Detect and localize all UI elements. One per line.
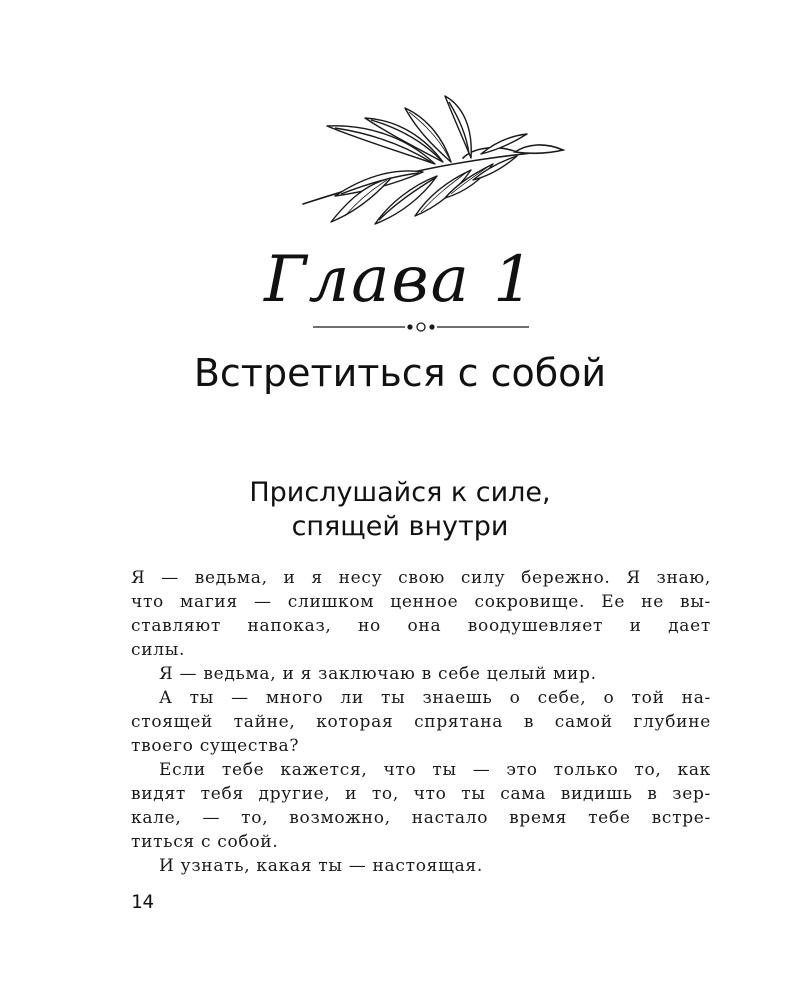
section-title-line: спящей внутри bbox=[291, 511, 509, 542]
text-line: что магия — слишком ценное сокровище. Ее не вы- bbox=[131, 592, 711, 612]
text-line: Я — ведьма, и я несу свою силу бережно. Я знаю, bbox=[131, 568, 711, 588]
text-line: видят тебя другие, и то, что ты сама видишь в зер- bbox=[131, 784, 711, 804]
page-number: 14 bbox=[131, 891, 154, 913]
chapter-title: Встретиться с собой bbox=[193, 351, 607, 395]
text-line: стоящей тайне, которая спрятана в самой глубине bbox=[131, 712, 711, 732]
chapter-label: Глава 1 bbox=[264, 243, 536, 317]
text-line: А ты — много ли ты знаешь о себе, о той на- bbox=[159, 688, 711, 708]
text-line: кале, — то, возможно, настало время тебе встре- bbox=[131, 808, 711, 828]
section-title-line: Прислушайся к силе, bbox=[249, 477, 551, 508]
section-title bbox=[0, 476, 800, 544]
text-line: Если тебе кажется, что ты — это только то, как bbox=[159, 760, 711, 780]
text-line: Я — ведьма, и я заключаю в себе целый мир. bbox=[159, 664, 597, 684]
text-line: силы. bbox=[131, 640, 186, 660]
leaf-branch-icon bbox=[295, 92, 575, 228]
ornamental-divider-icon bbox=[313, 320, 529, 334]
body-text bbox=[131, 566, 711, 878]
text-line: И узнать, какая ты — настоящая. bbox=[159, 856, 483, 876]
text-line: ставляют напоказ, но она воодушевляет и дает bbox=[131, 616, 711, 636]
text-line: твоего существа? bbox=[131, 736, 300, 756]
text-line: титься с собой. bbox=[131, 832, 279, 852]
